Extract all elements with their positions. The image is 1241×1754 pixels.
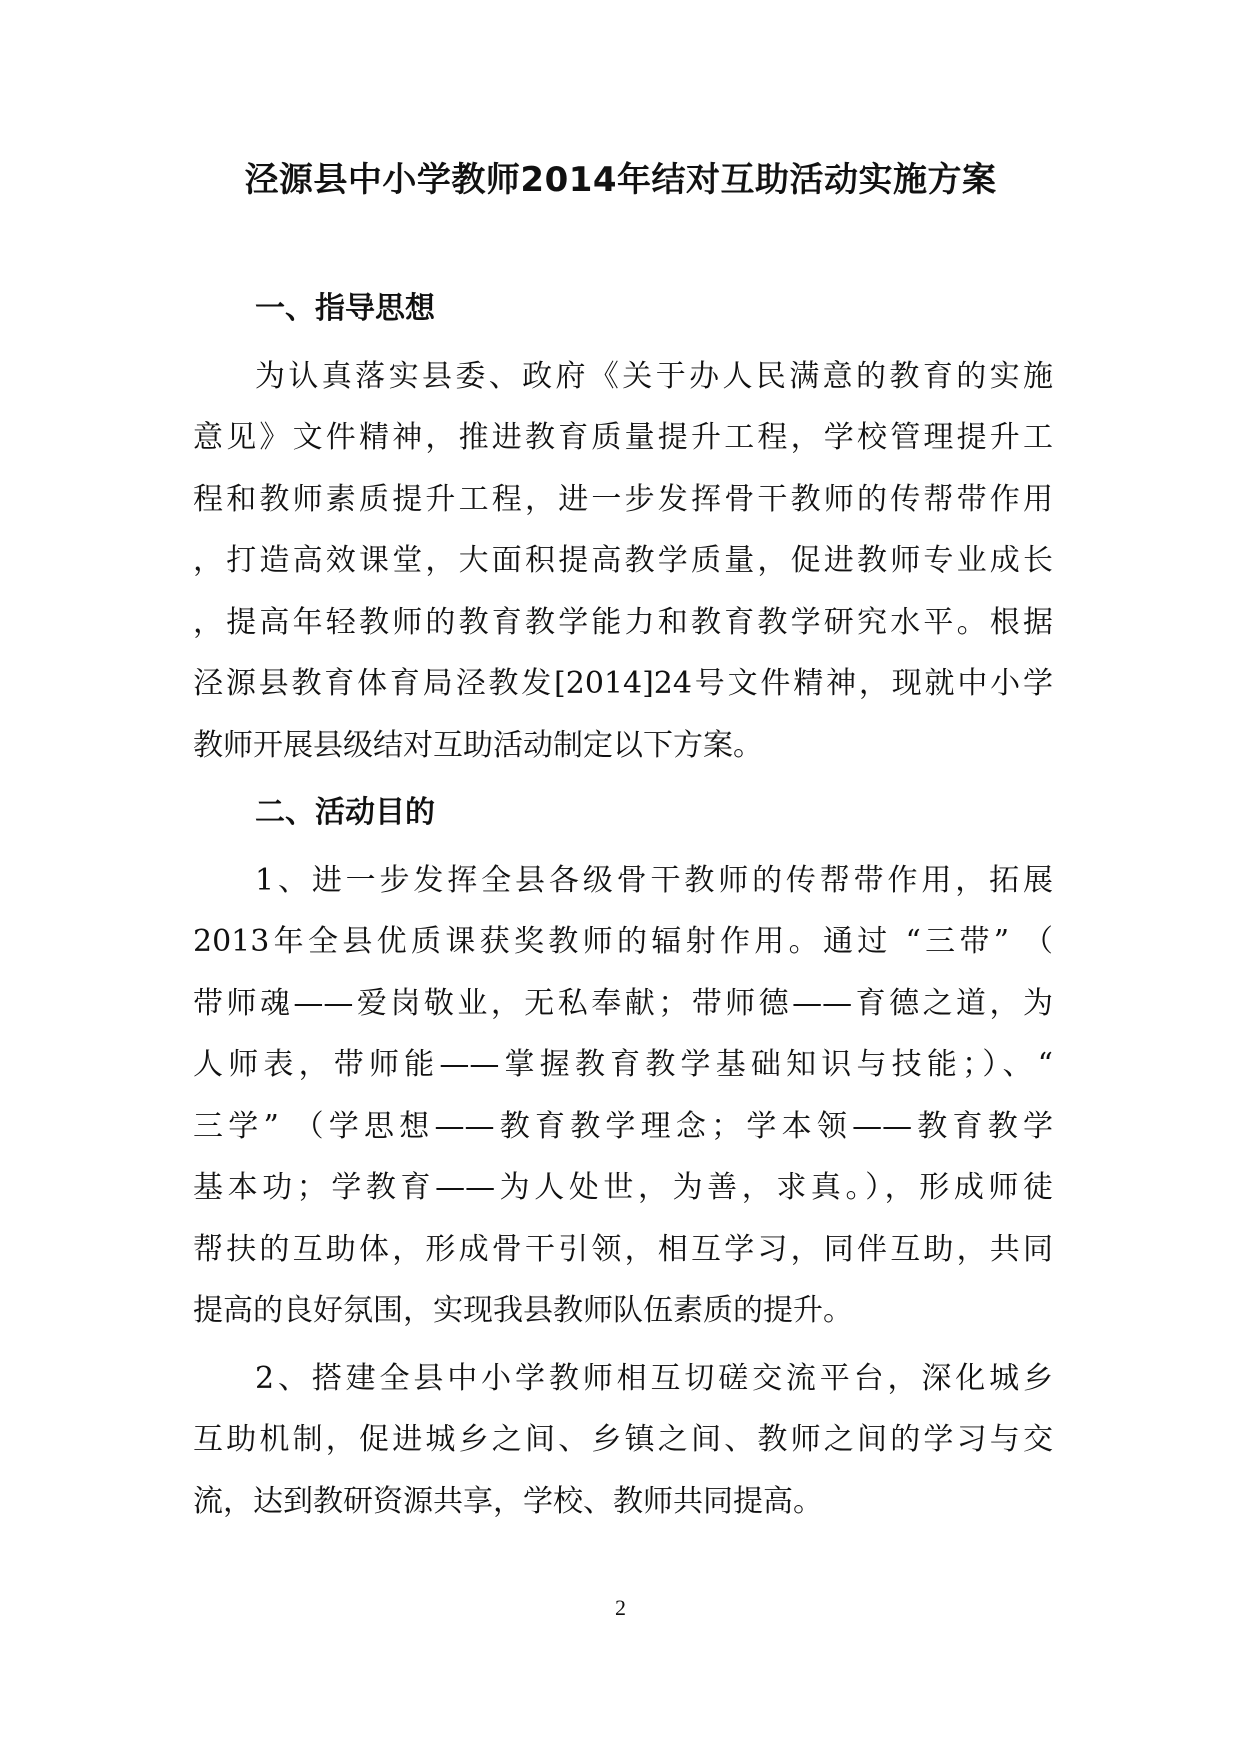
text-line: 人师表，带师能——掌握教育教学基础知识与技能；）、“ [193,1047,1053,1082]
text-line: 流，达到教研资源共享，学校、教师共同提高。 [193,1483,823,1519]
text-line: 泾源县教育体育局泾教发[2014]24号文件精神，现就中小学 [193,666,1053,701]
text-line: 2、搭建全县中小学教师相互切磋交流平台，深化城乡 [255,1360,1053,1396]
text-line: 帮扶的互助体，形成骨干引领，相互学习，同伴互助，共同 [193,1231,1053,1267]
text-line: ，打造高效课堂，大面积提高教学质量，促进教师专业成长 [193,543,1053,578]
text-line: 带师魂——爱岗敬业，无私奉献；带师德——育德之道，为 [193,985,1053,1021]
text-line: ，提高年轻教师的教育教学能力和教育教学研究水平。根据 [193,604,1053,640]
text-line: 程和教师素质提升工程，进一步发挥骨干教师的传帮带作用 [193,481,1053,517]
paragraph-guiding-ideology [193,346,1053,777]
text-line: 为认真落实县委、政府《关于办人民满意的教育的实施 [255,358,1053,394]
text-line: 意见》文件精神，推进教育质量提升工程，学校管理提升工 [193,420,1053,455]
document-body [193,278,1053,1538]
text-line: 基本功；学教育——为人处世，为善，求真。），形成师徒 [193,1170,1053,1205]
text-line: 三学” （学思想——教育教学理念；学本领——教育教学 [193,1108,1053,1144]
text-line: 1、进一步发挥全县各级骨干教师的传帮带作用，拓展 [255,862,1053,898]
page-number: 2 [615,1595,626,1620]
text-line: 2013年全县优质课获奖教师的辐射作用。通过 “三带” （ [193,924,1053,959]
document-title: 泾源县中小学教师2014年结对互助活动实施方案 [244,160,997,200]
paragraph-purpose-1 [193,850,1053,1342]
section-heading-activity-purpose: 二、活动目的 [255,795,435,830]
text-line: 互助机制，促进城乡之间、乡镇之间、教师之间的学习与交 [193,1422,1053,1457]
paragraph-purpose-2 [193,1348,1053,1533]
text-line: 提高的良好氛围，实现我县教师队伍素质的提升。 [193,1293,853,1328]
text-line: 教师开展县级结对互助活动制定以下方案。 [193,727,763,763]
section-heading-guiding-ideology: 一、指导思想 [255,291,435,326]
